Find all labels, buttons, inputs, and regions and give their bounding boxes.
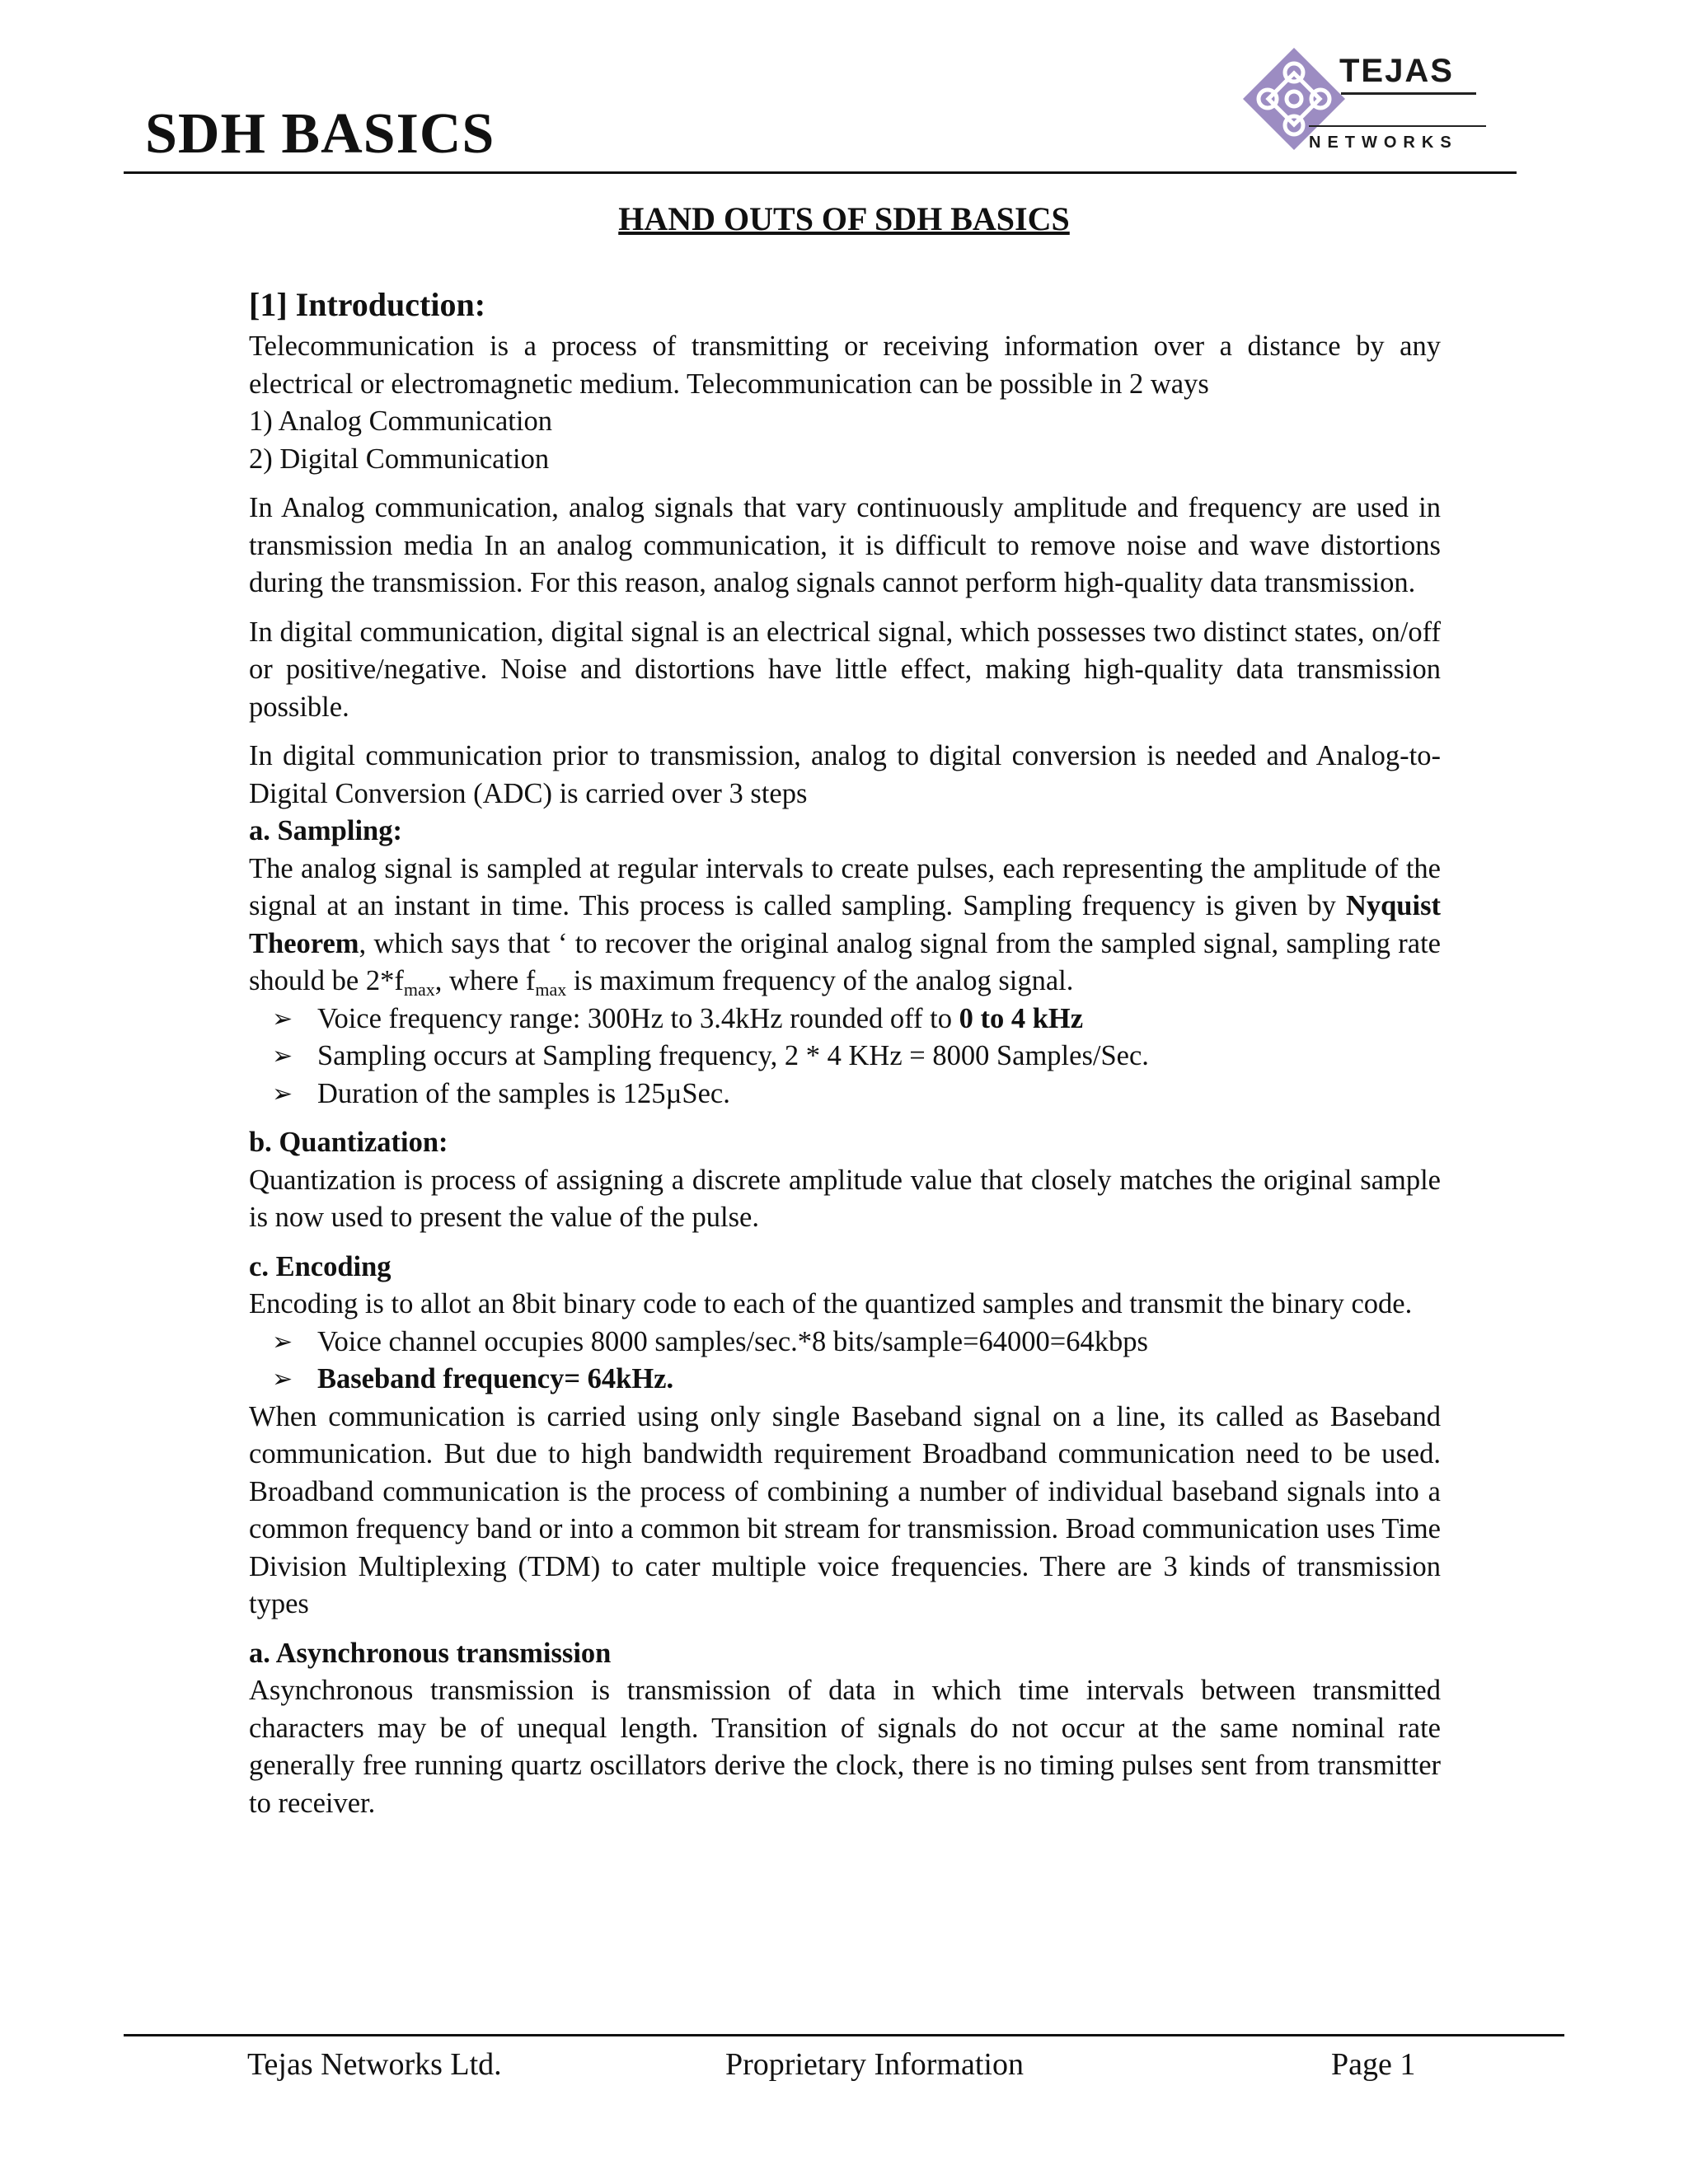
subheading-sampling: a. Sampling: [249,815,402,846]
header-title: SDH BASICS [145,102,495,166]
section-heading-introduction: [1] Introduction: [249,286,486,323]
digital-paragraph: In digital communication, digital signal is an electrical signal, which possesses two distinct states, on/off or positive/negative. Noise and distortions have little effect, making high-quality data transmission possible. [249,616,1441,723]
arrow-bullet-icon: ➢ [272,1365,293,1394]
arrow-bullet-icon: ➢ [272,1327,293,1357]
header-rule [124,171,1517,174]
list-item: ➢ Duration of the samples is 125µSec. [272,1076,1441,1113]
list-item: ➢ Voice frequency range: 300Hz to 3.4kHz rounded off to 0 to 4 kHz [272,1001,1441,1038]
list-item: ➢ Baseband frequency= 64kHz. [272,1361,1441,1399]
logo-wordmark-top: TEJAS [1339,53,1454,89]
arrow-bullet-icon: ➢ [272,1079,293,1108]
subheading-quantization: b. Quantization: [249,1127,448,1158]
intro-paragraph: Telecommunication is a process of transmitting or receiving information over a distance by any electrical or electromagnetic medium. Telecommunication can be possible in 2 ways [249,330,1441,400]
list-item: ➢ Voice channel occupies 8000 samples/sec.*8 bits/sample=64000=64kbps [272,1324,1441,1361]
list-item: 1) Analog Communication [249,405,552,437]
nyquist-term: Nyquist Theorem [249,890,1441,959]
footer-notice: Proprietary Information [725,2047,1024,2082]
logo-divider [1341,92,1476,95]
logo-divider [1309,125,1486,127]
encoding-paragraph: Encoding is to allot an 8bit binary code to each of the quantized samples and transmit the binary code. [249,1288,1413,1319]
broadband-paragraph: When communication is carried using only single Baseband signal on a line, its called as Baseband communication. But due to high bandwidth requirement Broadband communication need to be used. Broadband communication is the process of combining a number of individual baseband signals into a common frequency band or into a common bit stream for transmission. Broad communication uses Time Division Multiplexing (TDM) to cater multiple voice frequencies. There are 3 kinds of transmission types [249,1400,1441,1619]
sampling-bullets [249,1001,1441,1113]
list-item: ➢ Sampling occurs at Sampling frequency, 2 * 4 KHz = 8000 Samples/Sec. [272,1038,1441,1076]
sampling-paragraph: The analog signal is sampled at regular intervals to create pulses, each representing the amplitude of the signal at an instant in time. This process is called sampling. Sampling frequency is given by Nyquist Theorem, which says that ‘ to recover the original analog signal from the sampled signal, sampling rate should be $2*f_{max}$, where $f_{max}$ is maximum frequency of the analog signal. [249,852,1441,1000]
logo-wordmark-bottom: NETWORKS [1309,134,1458,152]
quantization-paragraph: Quantization is process of assigning a discrete amplitude value that closely matches the original sample is now used to present the value of the pulse. [249,1164,1441,1233]
adc-paragraph: In digital communication prior to transmission, analog to digital conversion is needed and Analog-to-Digital Conversion (ADC) is carried over 3 steps [249,740,1441,809]
document-body [249,282,1441,1822]
analog-paragraph: In Analog communication, analog signals that vary continuously amplitude and frequency are used in transmission media In an analog communication, it is difficult to remove noise and wave distortions during the transmission. For this reason, analog signals cannot perform high-quality data transmission. [249,492,1441,598]
arrow-bullet-icon: ➢ [272,1042,293,1071]
footer-page-number: Page 1 [1331,2047,1416,2082]
subheading-encoding: c. Encoding [249,1250,392,1282]
arrow-bullet-icon: ➢ [272,1004,293,1033]
document-title: HAND OUTS OF SDH BASICS [618,200,1070,237]
footer-rule [124,2034,1564,2036]
encoding-bullets [249,1324,1441,1399]
async-paragraph: Asynchronous transmission is transmission of data in which time intervals between transmitted characters may be of unequal length. Transition of signals do not occur at the same nominal rate generally free running quartz oscillators derive the clock, there is no timing pulses sent from transmitter to receiver. [249,1675,1441,1819]
list-item: 2) Digital Communication [249,443,550,475]
footer-company: Tejas Networks Ltd. [247,2047,502,2082]
subheading-async: a. Asynchronous transmission [249,1637,612,1669]
